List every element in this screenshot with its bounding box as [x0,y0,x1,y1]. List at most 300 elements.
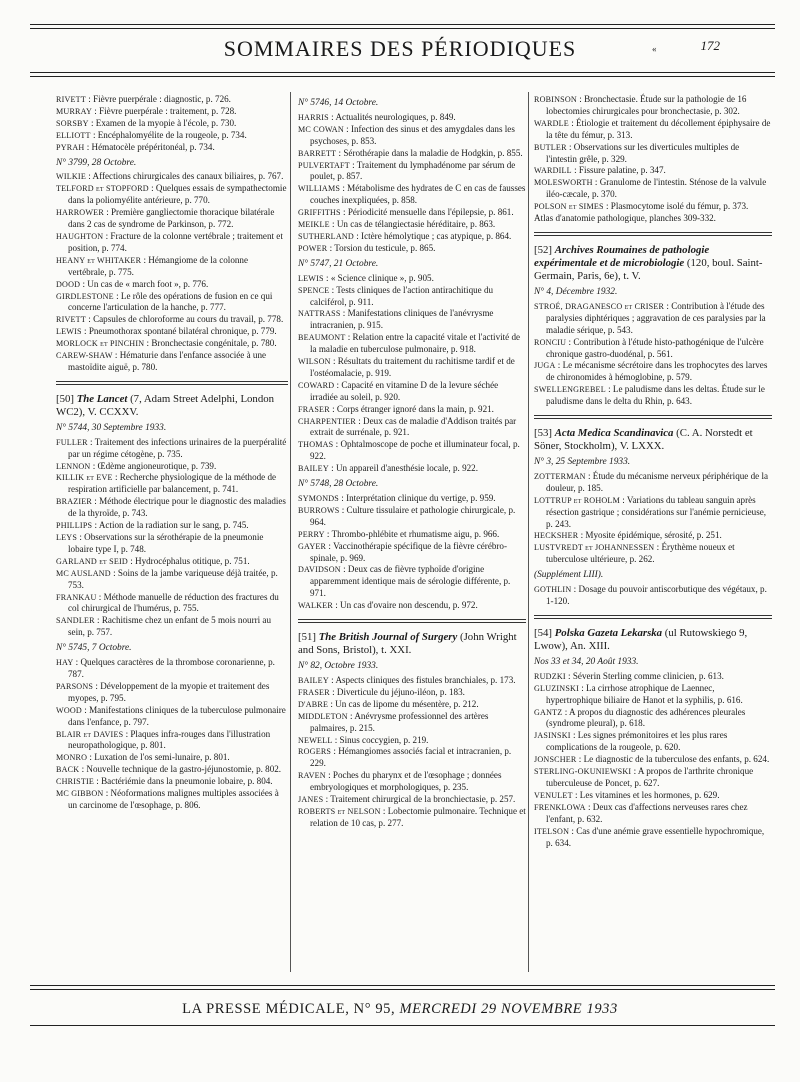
entry-author: TELFORD et STOPFORD [56,184,149,194]
footer-date: 29 NOVEMBRE 1933 [481,1001,618,1017]
summary-entry: CHARPENTIER : Deux cas de maladie d'Addison traités par extrait de surrénale, p. 921. [298,415,517,438]
summary-entry: GOTHLIN : Dosage du pouvoir antiscorbutique des végétaux, p. 1-120. [534,584,767,606]
entry-author: HAUGHTON [56,231,104,241]
entry-author: COWARD [298,380,335,390]
entry-text: Quelques essais de sympathectomie dans la poliomyélite antérieure, p. 770. [68,183,287,206]
summary-entry: FRASER : Diverticule du jéjuno-iléon, p. 183. [298,686,465,697]
journal-name: The British Journal of Surgery [318,631,458,644]
summary-entry: ROGERS : Hémangiomes associés facial et intracranien, p. 229. [298,746,512,769]
summary-entry: CAREW-SHAW : Hématurie dans l'enfance associée à une mastoïdite aiguë, p. 780. [56,350,267,372]
entry-author: PERRY [298,529,325,539]
section-separator [534,615,772,619]
section-number: [53] [534,427,552,440]
summary-entry: LEWIS : « Science clinique », p. 905. [298,272,434,283]
entry-author: BURROWS [298,505,340,515]
issue-heading: N° 5745, 7 Octobre. [56,643,132,654]
entry-author: HEANY et WHITAKER [56,255,142,265]
entry-author: RAVEN [298,771,326,781]
summary-entry: FRASER : Corps étranger ignoré dans la main, p. 921. [298,403,494,414]
entry-author: POWER [298,243,328,253]
summary-entry: MONRO : Luxation de l'os semi-lunaire, p. 801. [56,752,230,763]
entry-text: Vaccinothérapie spécifique de la fièvre cérébro-spinale, p. 969. [310,540,508,563]
summary-entry: RIVETT : Fièvre puerpérale : diagnostic, p. 726. [56,94,231,104]
summary-entry: MC AUSLAND : Soins de la jambe variqueuse déjà traitée, p. 753. [56,567,278,590]
summary-entry: MIDDLETON : Anévrysme professionnel des artères palmaires, p. 215. [298,710,489,733]
summary-entry: POWER : Torsion du testicule, p. 865. [298,242,436,253]
summary-entry: BACK : Nouvelle technique de la gastro-jéjunostomie, p. 802. [56,764,282,775]
summary-entry: KILLIK et EVE : Recherche physiologique de la méthode de respiration artificielle par balancement, p. 741. [56,472,277,495]
summary-entry: HARRIS : Actualités neurologiques, p. 849. [298,111,456,122]
entry-author: BACK [56,765,80,775]
journal-section-heading [534,427,772,453]
section-separator [56,381,288,385]
summary-entry: RONCIU : Contribution à l'étude histo-pathogénique de l'ulcère chronique gastro-duodénal, p. 561. [534,336,764,359]
entry-author: POLSON et SIMES [534,202,604,212]
entry-text: La cirrhose atrophique de Laennec, hypertrophique biliaire de Hanot et la syphilis, p. 616. [546,682,743,705]
issue-heading: N° 5746, 14 Octobre. [298,98,379,108]
summary-entry: BUTLER : Observations sur les diverticules multiples de l'intestin grêle, p. 329. [534,141,740,164]
entry-text: Néoformations malignes multiples associées à un carcinome de l'œsophage, p. 806. [68,788,279,810]
entry-text: Anévrysme professionnel des artères palmaires, p. 215. [310,710,489,733]
summary-entry: MC COWAN : Infection des sinus et des amygdales dans les psychoses, p. 853. [298,123,515,146]
entry-text: Affections chirurgicales des canaux biliaires, p. 767. [92,171,284,182]
entry-author: JANES [298,795,324,805]
entry-text: Deux cas de maladie d'Addison traités par extrait de surrénale, p. 921. [310,415,517,438]
entry-author: DAVIDSON [298,565,341,575]
entry-text: Plasmocytome isolé du fémur, p. 373. [610,201,749,212]
entry-text: Sérothérapie dans la maladie de Hodgkin, p. 855. [343,147,523,158]
entry-author: HECKSHER [534,531,579,541]
summary-entry: ROBERTS et NELSON : Lobectomie pulmonaire. Technique et relation de 10 cas, p. 277. [298,805,526,828]
entry-text: Bactériémie dans la pneumonie lobaire, p. 804. [101,776,273,787]
entry-author: FULLER [56,437,88,447]
entry-text: Étude du mécanisme nerveux périphérique de la douleur, p. 185. [546,470,769,493]
entry-text: Méthode électrique pour le diagnostic des maladies de la thyroïde, p. 743. [68,496,286,519]
entry-text: Interprétation clinique du vertige, p. 959. [346,493,496,503]
summary-entry: PULVERTAFT : Traitement du lymphadénome par sérum de poulet, p. 857. [298,159,516,182]
entry-text: Les vitamines et les hormones, p. 629. [579,789,720,800]
entry-text: Contribution à l'étude histo-pathogénique de l'ulcère chronique gastro-duodénal, p. 561. [546,336,764,359]
summary-entry: WARDILL : Fissure palatine, p. 347. [534,165,666,176]
entry-author: MC GIBBON [56,789,104,799]
entry-text: Traitement des infections urinaires de la puerpéralité par un régime cétogène, p. 735. [68,436,287,459]
summary-entry: SUTHERLAND : Ictère hémolytique ; cas atypique, p. 864. [298,230,512,241]
entry-text: Luxation de l'os semi-lunaire, p. 801. [94,752,230,763]
entry-author: PYRAH [56,142,85,152]
entry-author: ROGERS [298,747,332,757]
summary-entry: DOOD : Un cas de « march foot », p. 776. [56,278,209,289]
entry-text: Bronchectasie congénitale, p. 780. [151,338,277,349]
entry-text: Relation entre la capacité vitale et l'activité de la maladie en tuberculose pulmonaire, p. 918. [310,332,521,355]
entry-author: WILSON [298,357,331,367]
summary-entry: JUGA : Le mécanisme sécrétoire dans les trophocytes des larves de chironomides à hémoglobine, p. 579. [534,360,768,383]
issue-heading: N° 5748, 28 Octobre. [298,479,379,490]
summary-entry: FULLER : Traitement des infections urinaires de la puerpéralité par un régime cétogène, p. 735. [56,436,287,459]
entry-text: Le diagnostic de la tuberculose des enfants, p. 624. [583,754,770,765]
entry-text: Périodicité mensuelle dans l'épilepsie, p. 861. [347,207,514,218]
issue-heading: Nos 33 et 34, 20 Août 1933. [534,656,639,667]
summary-entry: JONSCHER : Le diagnostic de la tuberculose des enfants, p. 624. [534,754,770,765]
entry-text: Plaques infra-rouges dans l'illustration neuropathologique, p. 801. [68,728,271,751]
entry-text: Fissure palatine, p. 347. [578,165,666,176]
entry-text: Corps étranger ignoré dans la main, p. 921. [336,403,494,414]
entry-text: Diverticule du jéjuno-iléon, p. 183. [336,686,465,697]
issue-heading: N° 3, 25 Septembre 1933. [534,457,631,468]
entry-author: SORSBY [56,118,89,128]
journal-details: (120, boul. Saint-Germain, Paris, 6e), t. V. [534,256,763,282]
summary-entry: HARROWER : Première gangliectomie thoracique bilatérale dans 2 cas de syndrome de Parkinson, p. 772. [56,207,275,230]
entry-text: Traitement du lymphadénome par sérum de poulet, p. 857. [310,159,516,182]
section-separator [534,415,772,419]
entry-text: Œdème angioneurotique, p. 739. [97,460,217,471]
summary-entry: MURRAY : Fièvre puerpérale : traitement, p. 728. [56,105,237,116]
summary-entry: DAVIDSON : Deux cas de fièvre typhoïde d'origine apparemment identique mais de sérologie différente, p. 971. [298,564,511,599]
summary-entry: FRENKLOWA : Deux cas d'affections nerveuses rares chez l'enfant, p. 632. [534,801,748,824]
issue-heading: (Supplément LIII). [534,570,604,581]
page-number: 172 [700,38,720,53]
entry-text: Recherche physiologique de la méthode de respiration artificielle par balancement, p. 741. [68,472,277,495]
entry-text: A propos de l'arthrite chronique tuberculeuse de Poncet, p. 627. [546,766,754,788]
page-title: SOMMAIRES DES PÉRIODIQUES [223,36,577,61]
entry-text: Deux cas de fièvre typhoïde d'origine apparemment identique mais de sérologie différente, p. 971. [310,564,511,599]
entry-author: SWELLENGREBEL [534,385,606,395]
entry-author: WILLIAMS [298,184,341,194]
entry-text: Le paludisme dans les deltas. Étude sur le paludisme dans le delta du Rhin, p. 643. [546,384,765,407]
summary-entry: LUSTVREDT et JOHANNESSEN : Érythème noueux et tuberculose ultérieure, p. 262. [534,542,735,565]
summary-entry: BARRETT : Sérothérapie dans la maladie de Hodgkin, p. 855. [298,147,523,158]
summary-entry: MOLESWORTH : Granulome de l'intestin. Sténose de la valvule iléo-cæcale, p. 370. [534,177,767,200]
entry-author: HARROWER [56,208,104,218]
summary-entry: STERLING-OKUNIEWSKI : A propos de l'arthrite chronique tuberculeuse de Poncet, p. 627. [534,766,754,788]
entry-author: GIRDLESTONE [56,291,114,301]
summary-entry: ELLIOTT : Encéphalomyélite de la rougeole, p. 734. [56,129,247,140]
summary-entry: TELFORD et STOPFORD : Quelques essais de sympathectomie dans la poliomyélite antérieure, p. 770. [56,183,287,206]
entry-text: Observations sur la sérothérapie de la pneumonie lobaire type I, p. 748. [68,532,264,554]
entry-text: Hydrocéphalus otitique, p. 751. [135,555,250,566]
summary-entry: NEWELL : Sinus coccygien, p. 219. [298,734,429,745]
summary-entry: GAYER : Vaccinothérapie spécifique de la fièvre cérébro-spinale, p. 969. [298,540,508,563]
summary-entry: LOTTRUP et ROHOLM : Variations du tableau sanguin après résection gastrique ; considérations sur l'anémie pernicieuse, p. 243. [534,494,767,529]
entry-author: WILKIE [56,172,86,182]
section-number: [51] [298,631,316,644]
entry-text: Hémangiome de la colonne vertébrale, p. 775. [68,254,248,277]
entry-author: BEAUMONT [298,333,346,343]
entry-author: BRAZIER [56,497,93,507]
entry-author: LEWIS [298,273,324,283]
entry-text: Ophtalmoscope de poche et illuminateur focal, p. 922. [310,439,520,462]
column-divider [528,92,529,972]
journal-details: (7, Adam Street Adelphi, London WC2), V. CCXXV. [56,392,275,418]
entry-author: STERLING-OKUNIEWSKI [534,767,632,777]
entry-author: GRIFFITHS [298,208,341,218]
entry-author: JUGA [534,361,556,371]
summary-entry: WALKER : Un cas d'ovaire non descendu, p. 972. [298,600,478,611]
entry-text: Résultats du traitement du rachitisme tardif et de l'ostéomalacie, p. 919. [310,356,515,378]
summary-entry: WILLIAMS : Métabolisme des hydrates de C en cas de fausses couches inexpliquées, p. 858. [298,183,526,206]
entry-author: WARDLE [534,118,569,128]
entry-author: HARRIS [298,112,329,122]
journal-details: (C. A. Norstedt et Söner, Stockholm), V. LXXX. [534,427,753,453]
entry-author: GANTZ [534,707,563,717]
entry-text: Traitement chirurgical de la bronchiectasie, p. 257. [330,794,516,805]
summary-entry: SORSBY : Examen de la myopie à l'école, p. 730. [56,117,237,128]
entry-text: Infection des sinus et des amygdales dans les psychoses, p. 853. [310,123,515,146]
summary-entry: LEWIS : Pneumothorax spontané bilatéral chronique, p. 779. [56,326,277,337]
summary-entry: HAY : Quelques caractères de la thrombose coronarienne, p. 787. [56,657,275,679]
entry-author: PHILLIPS [56,521,93,531]
summary-entry: PHILLIPS : Action de la radiation sur le sang, p. 745. [56,520,249,531]
entry-text: Fièvre puerpérale : diagnostic, p. 726. [93,94,231,104]
summary-entry: PERRY : Thrombo-phlébite et rhumatisme aigu, p. 966. [298,528,500,539]
entry-text: Thrombo-phlébite et rhumatisme aigu, p. 966. [331,528,500,539]
entry-text: Deux cas d'affections nerveuses rares chez l'enfant, p. 632. [546,801,748,824]
entry-author: HAY [56,658,74,668]
page-footer [0,1001,800,1018]
summary-entry: JANES : Traitement chirurgical de la bronchiectasie, p. 257. [298,794,516,805]
summary-entry: SPENCE : Tests cliniques de l'action antirachitique du calciférol, p. 911. [298,284,494,307]
section-number: [52] [534,243,552,256]
summary-entry: BURROWS : Culture tissulaire et pathologie chirurgicale, p. 964. [298,504,516,527]
journal-name: Acta Medica Scandinavica [554,427,674,440]
summary-entry: HEANY et WHITAKER : Hémangiome de la colonne vertébrale, p. 775. [56,254,248,277]
summary-entry: NATTRASS : Manifestations cliniques de l'anévrysme intracranien, p. 915. [298,308,494,331]
summary-entry: POLSON et SIMES : Plasmocytome isolé du fémur, p. 373. [534,201,749,212]
entry-text: Quelques caractères de la thrombose coronarienne, p. 787. [68,657,275,679]
entry-text: Soins de la jambe variqueuse déjà traitée, p. 753. [68,567,278,590]
entry-author: NEWELL [298,735,333,745]
entry-text: Le rôle des opérations de fusion en ce qui concerne l'articulation de la hanche, p. 777. [68,290,273,313]
entry-author: VENULET [534,790,573,800]
entry-author: ROBINSON [534,95,577,104]
entry-author: RONCIU [534,337,567,347]
entry-text: Étiologie et traitement du décollement épiphysaire de la tête du fémur, p. 313. [546,117,771,140]
entry-text: Métabolisme des hydrates de C en cas de fausses couches inexpliquées, p. 858. [310,183,526,206]
summary-entry: LEYS : Observations sur la sérothérapie de la pneumonie lobaire type I, p. 748. [56,532,264,554]
entry-author: D'ABRE [298,699,329,709]
entry-text: Encéphalomyélite de la rougeole, p. 734. [97,129,247,140]
summary-entry: GARLAND et SEID : Hydrocéphalus otitique, p. 751. [56,555,250,566]
entry-text: Les signes prémonitoires et les plus rares complications de la rougeole, p. 620. [546,730,728,753]
entry-author: CHRISTIE [56,777,95,787]
summary-entry: ZOTTERMAN : Étude du mécanisme nerveux périphérique de la douleur, p. 185. [534,470,769,493]
entry-author: RUDZKI [534,671,566,681]
entry-text: Dosage du pouvoir antiscorbutique des végétaux, p. 1-120. [546,584,767,606]
column-divider [290,92,291,972]
entry-author: BARRETT [298,148,337,158]
summary-entry: CHRISTIE : Bactériémie dans la pneumonie lobaire, p. 804. [56,776,273,787]
entry-text: Aspects cliniques des fistules branchiales, p. 173. [335,674,516,685]
entry-text: Pneumothorax spontané bilatéral chronique, p. 779. [88,326,277,337]
entry-author: BAILEY [298,464,329,474]
entry-text: Cas d'une anémie grave essentielle hypochromique, p. 634. [546,825,765,848]
journal-section-heading [534,244,772,283]
entry-text: Fracture de la colonne vertébrale ; traitement et position, p. 774. [68,230,283,253]
entry-author: GOTHLIN [534,585,572,595]
entry-text: Un cas de « march foot », p. 776. [87,278,209,289]
entry-author: SPENCE [298,285,330,295]
entry-text: Ictère hémolytique ; cas atypique, p. 864. [361,230,512,241]
column-3 [534,94,772,849]
summary-entry: SWELLENGREBEL : Le paludisme dans les deltas. Étude sur le paludisme dans le delta du Rhin, p. 643. [534,384,765,407]
summary-entry: GANTZ : A propos du diagnostic des adhérences pleurales (syndrome pleural), p. 618. [534,706,746,729]
entry-author: RIVETT [56,95,86,104]
footer-day: MERCREDI [399,1001,477,1017]
entry-text: Méthode manuelle de réduction des fractures du col chirurgical de l'humérus, p. 755. [68,591,279,614]
entry-text: Poches du pharynx et de l'œsophage ; données embryologiques et morphologiques, p. 235. [310,770,502,793]
entry-author: WALKER [298,601,333,611]
entry-author: MC AUSLAND [56,568,111,578]
entry-author: FRENKLOWA [534,802,586,812]
entry-text: Tests cliniques de l'action antirachitique du calciférol, p. 911. [310,284,494,307]
summary-entry: WOOD : Manifestations cliniques de la tuberculose pulmonaire dans l'enfance, p. 797. [56,704,286,727]
entry-text: Culture tissulaire et pathologie chirurgicale, p. 964. [310,504,516,527]
entry-text: Variations du tableau sanguin après résection gastrique ; considérations sur l'anémie pernicieuse, p. 243. [546,494,767,529]
entry-text: Contribution à l'étude des paralysies diphtériques ; aggravation de ces paralysies par la maladie sérique, p. 543. [546,300,766,335]
entry-author: ELLIOTT [56,130,91,140]
entry-author: STROÉ, DRAGANESCO et CRISER [534,301,665,311]
section-separator [534,232,772,236]
summary-entry: HAUGHTON : Fracture de la colonne vertébrale ; traitement et position, p. 774. [56,230,283,253]
entry-text: Un appareil d'anesthésie locale, p. 922. [335,463,478,474]
top-double-rule [30,24,775,29]
summary-entry: WARDLE : Étiologie et traitement du décollement épiphysaire de la tête du fémur, p. 313. [534,117,771,140]
entry-author: PULVERTAFT [298,160,350,170]
journal-details: (John Wright and Sons, Bristol), t. XXI. [298,631,517,657]
entry-text: Hémangiomes associés facial et intracranien, p. 229. [310,746,512,769]
entry-text: Examen de la myopie à l'école, p. 730. [95,117,237,128]
summary-entry: BEAUMONT : Relation entre la capacité vitale et l'activité de la maladie en tuberculose pulmonaire, p. 918. [298,332,521,355]
summary-entry: THOMAS : Ophtalmoscope de poche et illuminateur focal, p. 922. [298,439,520,462]
summary-entry: SANDLER : Rachitisme chez un enfant de 5 mois nourri au sein, p. 757. [56,615,272,638]
footer-journal: LA PRESSE MÉDICALE, N° 95, [182,1001,396,1017]
summary-entry: MORLOCK et PINCHIN : Bronchectasie congénitale, p. 780. [56,338,277,349]
entry-author: MONRO [56,753,88,763]
entry-author: THOMAS [298,440,334,450]
column-1 [56,94,288,812]
section-number: [50] [56,392,74,405]
summary-entry: PYRAH : Hématocèle prépéritonéal, p. 734. [56,141,215,152]
entry-text: Le mécanisme sécrétoire dans les trophocytes des larves de chironomides à hémoglobine, p. 579. [546,360,768,383]
entry-author: GAYER [298,541,327,551]
summary-entry: D'ABRE : Un cas de lipome du mésentère, p. 212. [298,698,479,709]
entry-author: MOLESWORTH [534,178,593,188]
entry-author: PARSONS [56,681,94,691]
summary-entry: BAILEY : Aspects cliniques des fistules branchiales, p. 173. [298,674,516,685]
summary-entry: RAVEN : Poches du pharynx et de l'œsophage ; données embryologiques et morphologiques, p. 235. [298,770,502,793]
entry-author: KILLIK et EVE [56,473,113,483]
section-number: [54] [534,626,552,639]
entry-author: CHARPENTIER [298,416,356,426]
entry-author: JASINSKI [534,731,571,741]
entry-text: A propos du diagnostic des adhérences pleurales (syndrome pleural), p. 618. [546,706,746,729]
entry-text: Bronchectasie. Étude sur la pathologie de 16 lobectomies chirurgicales pour bronchectasie, p. 302. [546,94,747,116]
summary-entry: SYMONDS : Interprétation clinique du vertige, p. 959. [298,493,496,503]
journal-section-heading [56,393,288,419]
entry-author: NATTRASS [298,309,341,319]
entry-author: MC COWAN [298,124,344,134]
entry-text: Séverin Sterling comme clinicien, p. 613. [572,670,724,681]
journal-name: Polska Gazeta Lekarska [554,626,663,639]
summary-entry: HECKSHER : Myosite épidémique, sérosité, p. 251. [534,530,722,541]
entry-text: Un cas d'ovaire non descendu, p. 972. [340,600,478,611]
issue-heading: N° 5744, 30 Septembre 1933. [56,422,167,433]
summary-note: Atlas d'anatomie pathologique, planches 309-332. [534,213,716,224]
issue-heading: N° 4, Décembre 1932. [534,286,618,297]
summary-entry: GIRDLESTONE : Le rôle des opérations de fusion en ce qui concerne l'articulation de la hanche, p. 777. [56,290,273,313]
entry-text: Torsion du testicule, p. 865. [334,242,436,253]
summary-entry: JASINSKI : Les signes prémonitoires et les plus rares complications de la rougeole, p. 620. [534,730,728,753]
entry-author: LEWIS [56,327,82,337]
summary-entry: MEIKLE : Un cas de télangiectasie héréditaire, p. 863. [298,219,496,230]
entry-author: LEYS [56,533,78,542]
entry-text: Développement de la myopie et traitement des myopes, p. 795. [68,680,270,703]
entry-author: SUTHERLAND [298,231,354,241]
summary-entry: STROÉ, DRAGANESCO et CRISER : Contribution à l'étude des paralysies diphtériques ; aggravation de ces paralysies par la maladie sérique, p. 543. [534,300,766,335]
entry-author: JONSCHER [534,755,577,765]
entry-author: SYMONDS [298,494,339,503]
entry-author: GARLAND et SEID [56,556,128,566]
journal-details: (ul Rutowskiego 9, Lwow), An. XIII. [534,626,748,652]
summary-entry: BAILEY : Un appareil d'anesthésie locale, p. 922. [298,463,478,474]
entry-text: Première gangliectomie thoracique bilatérale dans 2 cas de syndrome de Parkinson, p. 772. [68,207,275,230]
summary-entry: RUDZKI : Séverin Sterling comme clinicien, p. 613. [534,670,724,681]
entry-author: LOTTRUP et ROHOLM [534,495,620,505]
summary-entry: VENULET : Les vitamines et les hormones, p. 629. [534,789,720,800]
summary-entry: ITELSON : Cas d'une anémie grave essentielle hypochromique, p. 634. [534,825,765,848]
summary-entry: ROBINSON : Bronchectasie. Étude sur la pathologie de 16 lobectomies chirurgicales pour bronchectasie, p. 302. [534,94,747,116]
entry-text: Myosite épidémique, sérosité, p. 251. [585,530,722,541]
entry-author: WOOD [56,705,82,715]
entry-text: Capacité en vitamine D de la levure séchée irradiée au soleil, p. 920. [310,379,499,402]
entry-author: BUTLER [534,142,567,152]
summary-entry: LENNON : Œdème angioneurotique, p. 739. [56,460,217,471]
summary-entry: MC GIBBON : Néoformations malignes multiples associées à un carcinome de l'œsophage, p. 806. [56,788,279,810]
journal-section-heading [534,627,772,653]
entry-author: LUSTVREDT et JOHANNESSEN [534,543,655,553]
entry-author: CAREW-SHAW [56,351,113,361]
journal-name: Archives Roumaines de pathologie expérimentale et de microbiologie [534,243,710,269]
entry-author: LENNON [56,461,91,471]
entry-text: Sinus coccygien, p. 219. [339,734,429,745]
entry-author: GLUZINSKI [534,683,579,693]
entry-author: SANDLER [56,616,95,626]
entry-author: FRASER [298,687,330,697]
entry-text: Lobectomie pulmonaire. Technique et relation de 10 cas, p. 277. [310,805,526,828]
footer-rule [30,1025,775,1026]
entry-text: Granulome de l'intestin. Sténose de la valvule iléo-cæcale, p. 370. [546,177,767,200]
entry-text: Rachitisme chez un enfant de 5 mois nourri au sein, p. 757. [68,615,272,638]
entry-text: Hématurie dans l'enfance associée à une mastoïdite aiguë, p. 780. [68,350,267,372]
entry-author: BAILEY [298,675,329,685]
entry-text: Actualités neurologiques, p. 849. [335,111,456,122]
entry-author: ROBERTS et NELSON [298,806,381,816]
entry-text: Un cas de télangiectasie héréditaire, p. 863. [336,219,496,230]
entry-author: MEIKLE [298,220,330,230]
entry-author: MIDDLETON [298,711,348,721]
entry-text: Un cas de lipome du mésentère, p. 212. [335,698,479,709]
entry-text: « Science clinique », p. 905. [330,272,434,283]
entry-author: ZOTTERMAN [534,471,586,481]
entry-author: DOOD [56,279,81,289]
summary-entry: WILSON : Résultats du traitement du rachitisme tardif et de l'ostéomalacie, p. 919. [298,356,515,378]
entry-author: WARDILL [534,166,572,176]
entry-text: Érythème noueux et tuberculose ultérieure, p. 262. [546,542,735,565]
summary-entry: BLAIR et DAVIES : Plaques infra-rouges dans l'illustration neuropathologique, p. 801. [56,728,271,751]
issue-heading: N° 3799, 28 Octobre. [56,157,137,168]
entry-author: FRASER [298,404,330,414]
entry-text: Observations sur les diverticules multiples de l'intestin grêle, p. 329. [546,141,740,164]
summary-entry: GLUZINSKI : La cirrhose atrophique de Laennec, hypertrophique biliaire de Hanot et la syphilis, p. 616. [534,682,743,705]
